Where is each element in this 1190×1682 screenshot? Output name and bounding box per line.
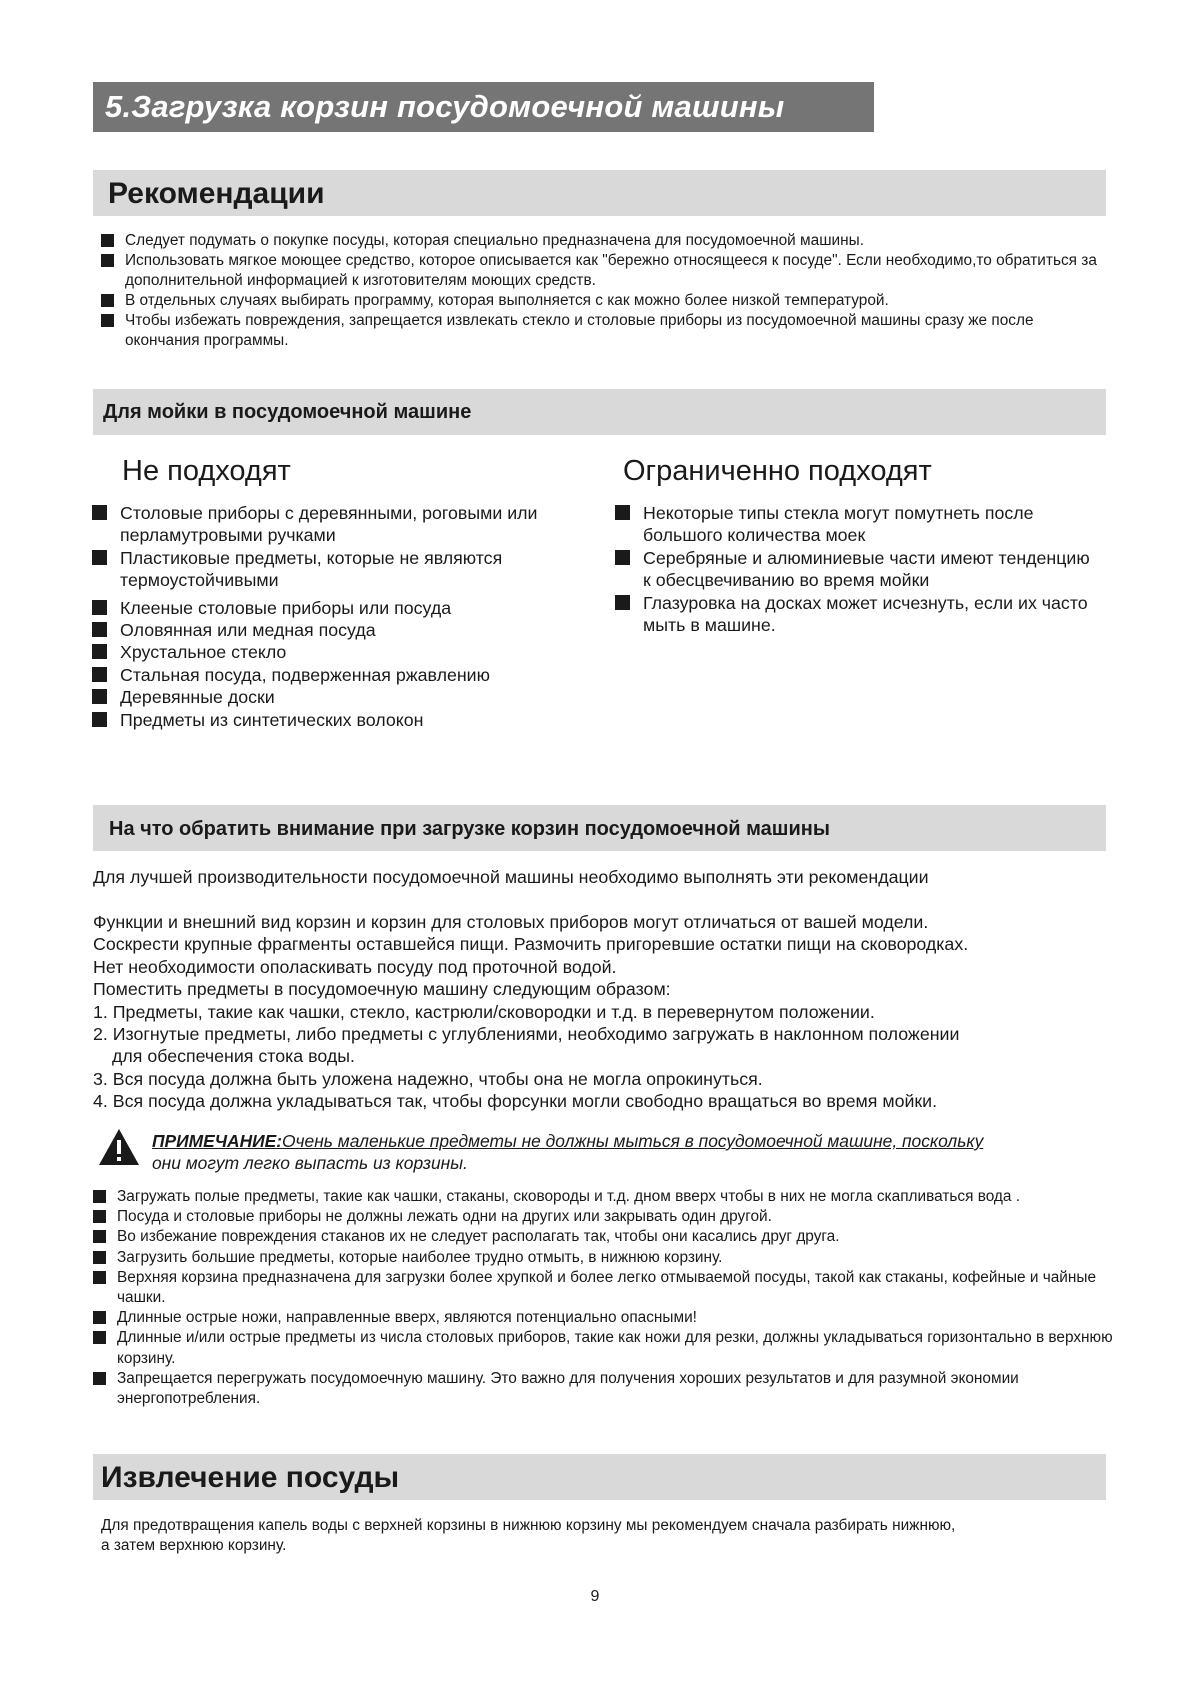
bullet-square-icon	[101, 254, 114, 267]
list-item: Пластиковые предметы, которые не являются термоустойчивыми	[92, 547, 572, 592]
list-item: Оловянная или медная посуда	[92, 619, 572, 641]
limited-suitable-heading: Ограниченно подходят	[623, 455, 932, 487]
instruction-line: 1. Предметы, такие как чашки, стекло, кастрюли/сковородки и т.д. в перевернутом положении.	[93, 1001, 875, 1022]
list-item: Глазуровка на досках может исчезнуть, если их часто мыть в машине.	[615, 592, 1095, 637]
list-item: Длинные и/или острые предметы из числа столовых приборов, такие как ножи для резки, должны укладываться горизонтально в верхнюю корзину.	[93, 1328, 1113, 1368]
instruction-line: 3. Вся посуда должна быть уложена надежно, чтобы она не могла опрокинуться.	[93, 1068, 763, 1089]
bullet-square-icon	[615, 550, 630, 565]
bullet-square-icon	[93, 1190, 106, 1203]
list-item: Верхняя корзина предназначена для загрузки более хрупкой и более легко отмываемой посуды, такой как стаканы, кофейные и чайные чашки.	[93, 1268, 1113, 1308]
instruction-line: Соскрести крупные фрагменты оставшейся пищи. Размочить пригоревшие остатки пищи на сковородках.	[93, 934, 969, 955]
list-item: Запрещается перегружать посудомоечную машину. Это важно для получения хороших результатов и для разумной экономии энергопотребления.	[93, 1369, 1113, 1409]
loading-heading: На что обратить внимание при загрузке корзин посудомоечной машины	[93, 805, 1106, 851]
bullet-square-icon	[93, 1311, 106, 1324]
list-item: Во избежание повреждения стаканов их не следует располагать так, чтобы они касались друг друга.	[93, 1227, 1113, 1247]
list-item: Деревянные доски	[92, 686, 572, 708]
instruction-line: Нет необходимости ополаскивать посуду под проточной водой.	[93, 956, 617, 977]
list-item: Использовать мягкое моющее средство, которое описывается как "бережно относящееся к посуде". Если необходимо,то обратиться за дополнительной информацией к изготовителям моющих средств.	[101, 251, 1101, 291]
bullet-square-icon	[101, 294, 114, 307]
not-suitable-list	[92, 502, 572, 731]
loading-instructions	[93, 911, 1113, 1113]
limited-suitable-list	[615, 502, 1095, 636]
note-text	[152, 1130, 1102, 1174]
bullet-square-icon	[92, 550, 107, 565]
dishwasher-suitability-heading: Для мойки в посудомоечной машине	[93, 389, 1106, 435]
list-item: Следует подумать о покупке посуды, которая специально предназначена для посудомоечной машины.	[101, 231, 1101, 251]
bullet-square-icon	[101, 234, 114, 247]
list-item: Предметы из синтетических волокон	[92, 709, 572, 731]
warning-icon	[98, 1128, 140, 1171]
bullet-square-icon	[92, 667, 107, 682]
list-item: Хрустальное стекло	[92, 641, 572, 663]
list-item: Загружать полые предметы, такие как чашки, стаканы, сковороды и т.д. дном вверх чтобы в них не могла скапливаться вода .	[93, 1187, 1113, 1207]
bullet-square-icon	[92, 712, 107, 727]
note-line-2: они могут легко выпасть из корзины.	[152, 1153, 468, 1173]
bullet-square-icon	[93, 1251, 106, 1264]
list-item: Серебряные и алюминиевые части имеют тенденцию к обесцвечиванию во время мойки	[615, 547, 1095, 592]
bullet-square-icon	[93, 1372, 106, 1385]
list-item: Посуда и столовые приборы не должны лежать одни на других или закрывать один другой.	[93, 1207, 1113, 1227]
recommendations-heading: Рекомендации	[93, 170, 1106, 216]
bullet-square-icon	[101, 314, 114, 327]
instruction-line: 2. Изогнутые предметы, либо предметы с углублениями, необходимо загружать в наклонном положении	[93, 1024, 960, 1045]
unloading-text	[101, 1516, 1111, 1557]
note-line-1: ПРИМЕЧАНИЕ:Очень маленькие предметы не должны мыться в посудомоечной машине, поскольку	[152, 1131, 984, 1151]
not-suitable-heading: Не подходят	[122, 455, 291, 487]
loading-intro	[93, 866, 1113, 888]
unloading-heading: Извлечение посуды	[93, 1454, 1106, 1500]
bullet-square-icon	[615, 505, 630, 520]
list-item: В отдельных случаях выбирать программу, которая выполняется с как можно более низкой температурой.	[101, 291, 1101, 311]
unloading-line-2: а затем верхнюю корзину.	[101, 1537, 287, 1555]
instruction-line: Поместить предметы в посудомоечную машину следующим образом:	[93, 979, 671, 1000]
bullet-square-icon	[92, 689, 107, 704]
loading-rules-list	[93, 1187, 1113, 1409]
list-item: Некоторые типы стекла могут помутнеть после большого количества моек	[615, 502, 1095, 547]
bullet-square-icon	[92, 600, 107, 615]
bullet-square-icon	[92, 644, 107, 659]
list-item: Стальная посуда, подверженная ржавлению	[92, 664, 572, 686]
recommendations-list	[101, 231, 1101, 351]
bullet-square-icon	[93, 1210, 106, 1223]
list-item: Чтобы избежать повреждения, запрещается извлекать стекло и столовые приборы из посудомоечной машины сразу же после окончания программы.	[101, 311, 1101, 351]
instruction-line: 4. Вся посуда должна укладываться так, чтобы форсунки могли свободно вращаться во время мойки.	[93, 1091, 938, 1112]
list-item: Длинные острые ножи, направленные вверх, являются потенциально опасными!	[93, 1308, 1113, 1328]
bullet-square-icon	[615, 595, 630, 610]
list-item: Загрузить большие предметы, которые наиболее трудно отмыть, в нижнюю корзину.	[93, 1248, 1113, 1268]
bullet-square-icon	[92, 622, 107, 637]
bullet-square-icon	[92, 505, 107, 520]
page-title: 5.Загрузка корзин посудомоечной машины	[93, 82, 874, 132]
bullet-square-icon	[93, 1271, 106, 1284]
list-item: Клееные столовые приборы или посуда	[92, 597, 572, 619]
intro-text: Для лучшей производительности посудомоечной машины необходимо выполнять эти рекомендации	[93, 867, 929, 887]
bullet-square-icon	[93, 1230, 106, 1243]
note-label: ПРИМЕЧАНИЕ:	[152, 1131, 283, 1151]
page-number: 9	[590, 1588, 600, 1605]
instruction-line: Функции и внешний вид корзин и корзин для столовых приборов могут отличаться от вашей модели.	[93, 912, 929, 932]
unloading-line-1: Для предотвращения капель воды с верхней корзины в нижнюю корзину мы рекомендуем сначала разбирать нижнюю,	[101, 1517, 956, 1534]
list-item: Столовые приборы с деревянными, роговыми или перламутровыми ручками	[92, 502, 572, 547]
bullet-square-icon	[93, 1331, 106, 1344]
instruction-line: для обеспечения стока воды.	[112, 1046, 355, 1067]
